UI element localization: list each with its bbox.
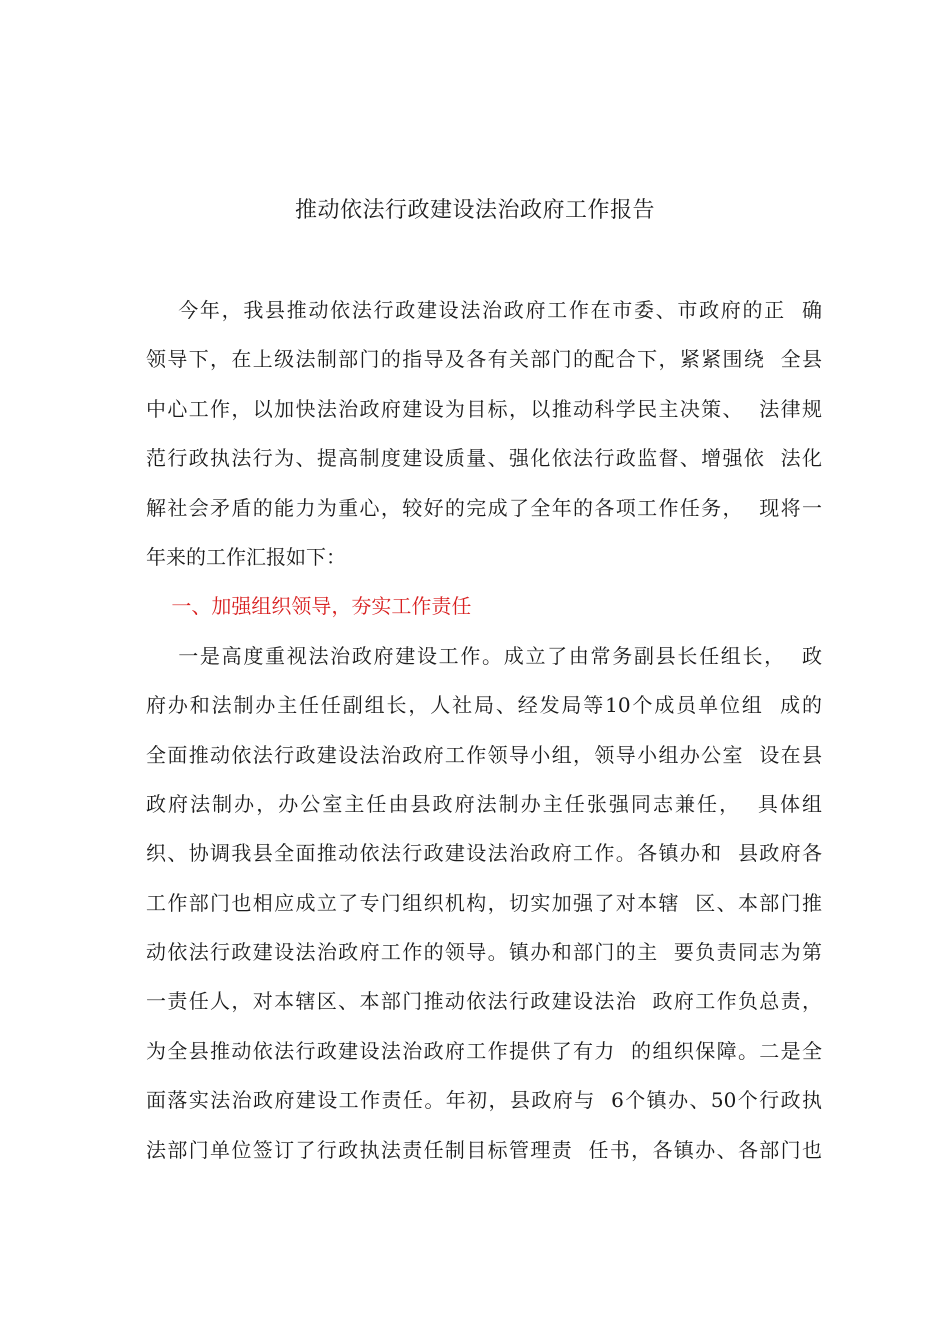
paragraph-line: 政府法制办，办公室主任由县政府法制办主任张强同志兼任， 具体组 — [146, 791, 822, 816]
paragraph-line: 动依法行政建设法治政府工作的领导。镇办和部门的主 要负责同志为第 — [146, 940, 822, 965]
paragraph-line: 今年，我县推动依法行政建设法治政府工作在市委、市政府的正 确 — [146, 298, 822, 322]
document-body — [146, 286, 822, 1175]
paragraph-line: 为全县推动依法行政建设法治政府工作提供了有力 的组织保障。二是全 — [146, 1038, 822, 1063]
paragraph-line: 织、协调我县全面推动依法行政建设法治政府工作。各镇办和 县政府各 — [146, 841, 822, 866]
paragraph-line: 法部门单位签订了行政执法责任制目标管理责 任书，各镇办、各部门也 — [146, 1137, 822, 1162]
paragraph-line: 全面推动依法行政建设法治政府工作领导小组，领导小组办公室 设在县 — [146, 742, 822, 767]
paragraph-line: 解社会矛盾的能力为重心，较好的完成了全年的各项工作任务， 现将一 — [146, 495, 822, 520]
paragraph-line: 年来的工作汇报如下： — [146, 544, 346, 569]
paragraph-line: 面落实法治政府建设工作责任。年初，县政府与 6个镇办、50个行政执 — [146, 1088, 822, 1113]
paragraph-line: 府办和法制办主任任副组长，人社局、经发局等10个成员单位组 成的 — [146, 693, 822, 718]
paragraph-line: 领导下，在上级法制部门的指导及各有关部门的配合下，紧紧围绕 全县 — [146, 347, 822, 372]
paragraph-line: 中心工作，以加快法治政府建设为目标，以推动科学民主决策、 法律规 — [146, 396, 822, 421]
section-heading: 一、加强组织领导，夯实工作责任 — [146, 594, 472, 619]
paragraph-line: 范行政执法行为、提高制度建设质量、强化依法行政监督、增强依 法化 — [146, 446, 822, 471]
paragraph-line: 一是高度重视法治政府建设工作。成立了由常务副县长任组长， 政 — [146, 643, 822, 668]
paragraph-line: 工作部门也相应成立了专门组织机构，切实加强了对本辖 区、本部门推 — [146, 890, 822, 915]
document-title: 推动依法行政建设法治政府工作报告 — [294, 198, 655, 223]
paragraph-line: 一责任人，对本辖区、本部门推动依法行政建设法治 政府工作负总责， — [146, 989, 822, 1014]
